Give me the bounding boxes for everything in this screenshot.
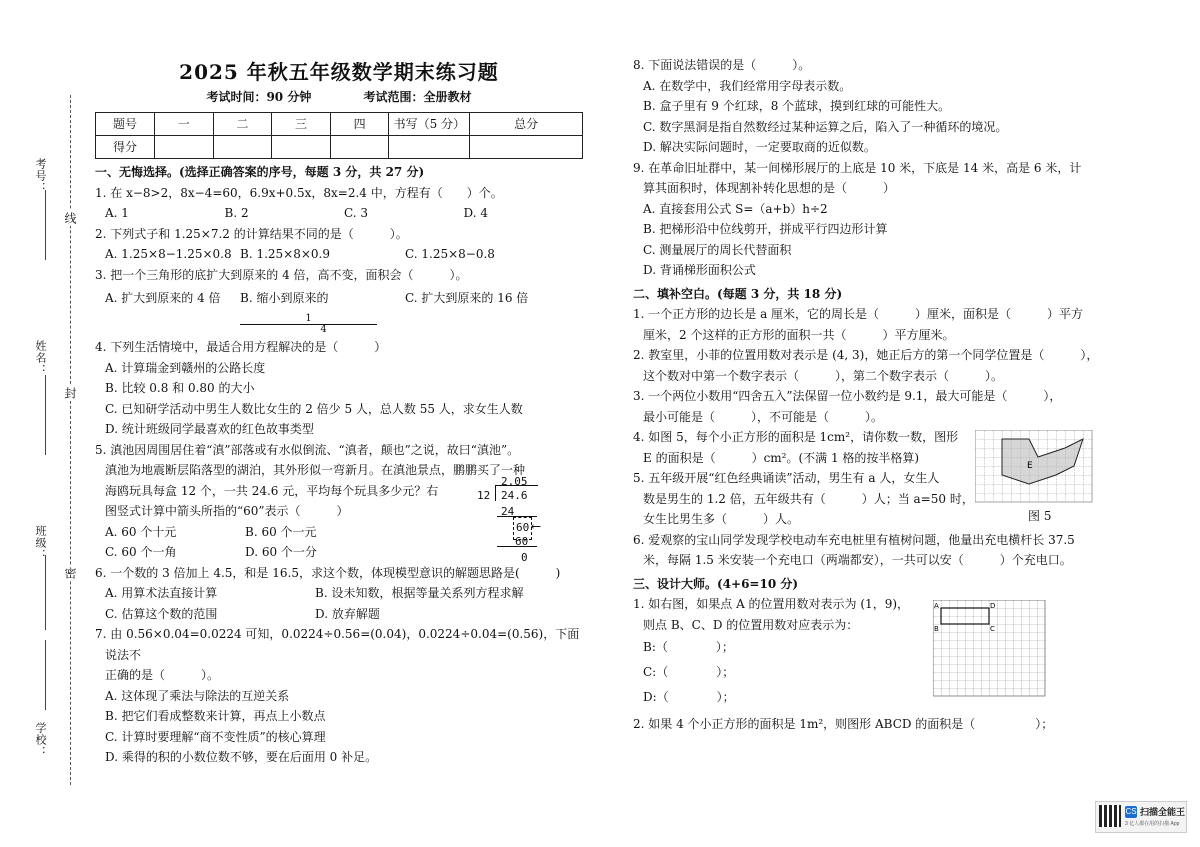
score-input-cell[interactable] — [330, 136, 389, 159]
score-header-cell: 总分 — [470, 113, 583, 136]
option-b: B. 设未知数，根据等量关系列方程求解 — [315, 586, 524, 600]
question-3: 3. 把一个三角形的底扩大到原来的 4 倍，高不变，面积会（ ）。 — [95, 267, 468, 282]
binding-label-xuexiao: 学校： — [34, 722, 47, 758]
question-7-line-1: 7. 由 0.56×0.04=0.0224 可知，0.0224÷0.56=(0.04)，0.0224÷0.04=(0.56)，下面说法不 — [95, 627, 580, 662]
fill-5-line-2: 数是男生的 1.2 倍，五年级共有（ ）人；当 a=50 时， — [643, 491, 974, 506]
score-table-score-row — [96, 136, 583, 159]
fill-3-line-2: 最小可能是（ ），不可能是（ ）。 — [643, 409, 884, 424]
option-c: C. 测量展厅的周长代替面积 — [643, 242, 792, 257]
score-header-cell: 三 — [272, 113, 331, 136]
exam-subtitle — [95, 88, 583, 106]
arrow-left-icon: ⟵ — [532, 519, 540, 534]
division-dividend: 24.6 — [501, 489, 528, 502]
section-2-heading: 二、填补空白。(每题 3 分，共 18 分) — [633, 286, 843, 301]
design-1-line-1: 1. 如右图，如果点 A 的位置用数对表示为 (1，9)， — [633, 597, 910, 611]
score-input-cell[interactable] — [213, 136, 272, 159]
design-1-line-2: 则点 B、C、D 的位置用数对应表示为： — [643, 617, 859, 632]
option-b: B. 60 个一元 — [245, 524, 317, 539]
exam-time: 考试时间：90 分钟 — [206, 90, 312, 104]
option-d: D. 背诵梯形面积公式 — [643, 263, 756, 277]
coordinate-grid — [933, 600, 1049, 702]
fill-2-line-2: 这个数对中第一个数字表示（ ），第二个数字表示（ ）。 — [643, 368, 1004, 383]
design-1-answer-d: D:（ ）； — [643, 690, 735, 704]
option-a: A. 直接套用公式 S=（a+b）h÷2 — [643, 201, 828, 216]
option-c: C. 60 个一角 — [105, 545, 177, 559]
question-5-line-2: 滇池为地震断层陷落型的湖泊，其外形似一弯新月。在滇池景点，鹏鹏买了一种 — [105, 463, 526, 477]
question-5-options-row-1 — [95, 522, 385, 543]
fill-1-line-2: 厘米，2 个这样的正方形的面积一共（ ）平方厘米。 — [643, 327, 955, 342]
option-a: A. 计算瑞金到赣州的公路长度 — [105, 360, 266, 375]
section-1-heading: 一、无悔选择。(选择正确答案的序号，每题 3 分，共 27 分) — [95, 165, 425, 179]
option-c: C. 1.25×8−0.8 — [405, 247, 495, 261]
score-table — [95, 112, 583, 159]
option-d: D. 解决实际问题时，一定要取商的近似数。 — [643, 140, 876, 154]
binding-dashed-line — [70, 95, 71, 785]
question-3-options — [95, 285, 583, 337]
option-d: D. 放弃解题 — [315, 606, 380, 621]
score-header-cell: 四 — [330, 113, 389, 136]
scanner-app-name: 扫描全能王 — [1140, 807, 1186, 817]
score-header-cell: 题号 — [96, 113, 155, 136]
question-1: 1. 在 x−8>2，8x−4=60，6.9x+0.5x，8x=2.4 中，方程有（ ）个。 — [95, 185, 503, 200]
question-2-options — [95, 244, 583, 265]
option-d: D. 乘得的积的小数位数不够，要在后面用 0 补足。 — [105, 750, 378, 764]
scanner-tagline: 3 亿人都在用的扫描 App — [1125, 821, 1180, 827]
question-6-options-row-1 — [95, 583, 583, 604]
option-a: A. 用算术法直接计算 — [105, 586, 218, 600]
option-a: A. 扩大到原来的 4 倍 — [105, 291, 221, 305]
binding-mark-feng: 封 — [63, 387, 77, 399]
scanner-logo-icon: CS — [1125, 807, 1137, 816]
fill-1-line-1: 1. 一个正方形的边长是 a 厘米，它的周长是（ ）厘米，面积是（ ）平方 — [633, 307, 1084, 321]
binding-label-banji: 班级： — [34, 525, 47, 561]
option-d: D. 统计班级同学最喜欢的红色故事类型 — [105, 422, 314, 436]
option-d: D. 60 个一分 — [245, 545, 317, 559]
option-a: A. 1 — [105, 206, 129, 220]
score-header-cell: 二 — [213, 113, 272, 136]
question-2: 2. 下列式子和 1.25×7.2 的计算结果不同的是（ ）。 — [95, 226, 408, 241]
option-a: A. 1.25×8−1.25×0.8 — [105, 247, 232, 261]
design-1-answer-b: B:（ ）； — [643, 640, 734, 654]
banji-line — [45, 555, 46, 630]
score-table-header-row — [96, 113, 583, 136]
division-step-1: 24 — [501, 505, 515, 518]
exam-range: 考试范围：全册教材 — [363, 90, 472, 104]
fill-2-line-1: 2. 教室里，小菲的位置用数对表示是 (4, 3)，她正后方的第一个同学位置是（ ）， — [633, 348, 1099, 362]
question-9-line-2: 算其面积时，体现割补转化思想的是（ ） — [643, 181, 896, 195]
qr-code-icon — [1099, 805, 1121, 827]
option-b — [240, 285, 405, 337]
design-2: 2. 如果 4 个小正方形的面积是 1m²，则图形 ABCD 的面积是（ ）； — [633, 717, 1054, 731]
exam-title: 2025 年秋五年级数学期末练习题 — [179, 60, 499, 84]
score-label-cell: 得分 — [96, 136, 155, 159]
point-c-label: C — [990, 625, 995, 633]
question-5-line-4: 图竖式计算中箭头所指的“60”表示（ ） — [105, 504, 349, 518]
section-3-heading: 三、设计大师。(4+6=10 分) — [633, 576, 799, 591]
option-a: A. 在数学中，我们经常用字母表示数。 — [643, 78, 852, 93]
option-b: B. 盒子里有 9 个红球，8 个蓝球，摸到红球的可能性大。 — [643, 99, 951, 113]
fill-6-line-2: 米，每隔 1.5 米安装一个充电口（两端都安），一共可以安（ ）个充电口。 — [643, 553, 1072, 567]
option-b: B. 2 — [224, 206, 249, 220]
figure-5-caption: 图 5 — [1028, 509, 1052, 523]
division-quotient: 2.05 — [501, 475, 528, 488]
question-6-options-row-2 — [95, 604, 583, 625]
option-c: C. 数字黑洞是指自然数经过某种运算之后，陷入了一种循环的境况。 — [643, 119, 1008, 134]
option-a: A. 这体现了乘法与除法的互逆关系 — [105, 688, 290, 703]
point-d-label: D — [990, 602, 996, 610]
question-4: 4. 下列生活情境中，最适合用方程解决的是（ ） — [95, 340, 387, 354]
binding-label-xingming: 姓名： — [34, 340, 47, 376]
binding-mark-mi: 密 — [63, 567, 77, 579]
fill-4-line-1: 4. 如图 5，每个小正方形的面积是 1cm²，请你数一数，图形 — [633, 430, 959, 444]
scanner-watermark — [1095, 801, 1187, 833]
fraction-denominator: 4 — [320, 324, 327, 335]
question-5-line-3: 海鸥玩具每盒 12 个，一共 24.6 元，平均每个玩具多少元？右 — [105, 483, 439, 498]
option-b: B. 1.25×8×0.9 — [240, 247, 330, 261]
figure-5-grid — [975, 430, 1093, 508]
option-b: B. 把梯形沿中位线剪开，拼成平行四边形计算 — [643, 222, 888, 236]
option-d: D. 4 — [463, 206, 488, 220]
division-rule-2 — [497, 546, 537, 547]
binding-strip — [0, 0, 95, 847]
question-5-line-1: 5. 滇池因周围居住着“滇”部落或有水似倒流、“滇者，颠也”之说，故曰“滇池”。 — [95, 442, 520, 457]
fraction-one-quarter — [240, 314, 405, 335]
point-a-label: A — [934, 602, 939, 610]
fraction-numerator: 1 — [240, 314, 377, 325]
question-8: 8. 下面说法错误的是（ ）。 — [633, 58, 811, 72]
option-c: C. 已知研学活动中男生人数比女生的 2 倍少 5 人，总人数 55 人，求女生人数 — [105, 401, 523, 416]
option-c: C. 计算时要理解“商不变性质”的核心算理 — [105, 729, 326, 744]
kaohao-line — [45, 190, 46, 260]
point-b-label: B — [934, 625, 939, 633]
division-divisor: 12 — [477, 489, 491, 502]
question-9-line-1: 9. 在革命旧址群中，某一间梯形展厅的上底是 10 米，下底是 14 米，高是 6 米，计 — [633, 160, 1082, 175]
score-input-cell[interactable] — [272, 136, 331, 159]
binding-mark-xian: 线 — [63, 212, 77, 224]
option-a: A. 60 个十元 — [105, 524, 177, 539]
figure-e-label: E — [1027, 461, 1033, 471]
option-b: B. 比较 0.8 和 0.80 的大小 — [105, 381, 255, 395]
question-6: 6. 一个数的 3 倍加上 4.5，和是 16.5，求这个数，体现模型意识的解题思路是( ) — [95, 565, 561, 580]
option-c: C. 扩大到原来的 16 倍 — [405, 291, 529, 305]
option-c: C. 3 — [344, 206, 369, 220]
option-c: C. 估算这个数的范围 — [105, 606, 218, 621]
score-input-cell[interactable] — [389, 136, 470, 159]
fill-5-line-3: 女生比男生多（ ）人。 — [643, 512, 800, 526]
division-step-3: 60 — [515, 535, 529, 548]
score-header-cell: 一 — [155, 113, 214, 136]
division-remainder: 0 — [521, 551, 528, 564]
question-7-line-2: 正确的是（ ）。 — [105, 668, 220, 682]
fill-3-line-1: 3. 一个两位小数用“四舍五入”法保留一位小数约是 9.1，最大可能是（ ）， — [633, 389, 1062, 403]
xingming-line — [45, 375, 46, 455]
design-1-answer-c: C:（ ）； — [643, 665, 735, 679]
xuexiao-line — [45, 640, 46, 710]
option-b-text: B. 缩小到原来的 — [240, 291, 329, 305]
binding-label-kaohao: 考号： — [34, 158, 47, 194]
option-b: B. 把它们看成整数来计算，再点上小数点 — [105, 709, 326, 723]
score-input-cell[interactable] — [155, 136, 214, 159]
question-5-options-row-2 — [95, 542, 385, 563]
score-input-cell[interactable] — [470, 136, 583, 159]
fill-6-line-1: 6. 爱观察的宝山同学发现学校电动车充电桩里有植树问题，他量出充电横杆长 37.5 — [633, 532, 1075, 547]
division-step-2: 60 — [513, 517, 532, 540]
left-column — [95, 0, 583, 768]
question-1-options — [95, 203, 583, 224]
fill-5-line-1: 5. 五年级开展“红色经典诵读”活动，男生有 a 人，女生人 — [633, 471, 940, 485]
long-division-figure — [477, 472, 547, 564]
fill-4-line-2: E 的面积是（ ）cm²。(不满 1 格的按半格算) — [643, 450, 920, 465]
score-header-cell: 书写（5 分） — [389, 113, 470, 136]
